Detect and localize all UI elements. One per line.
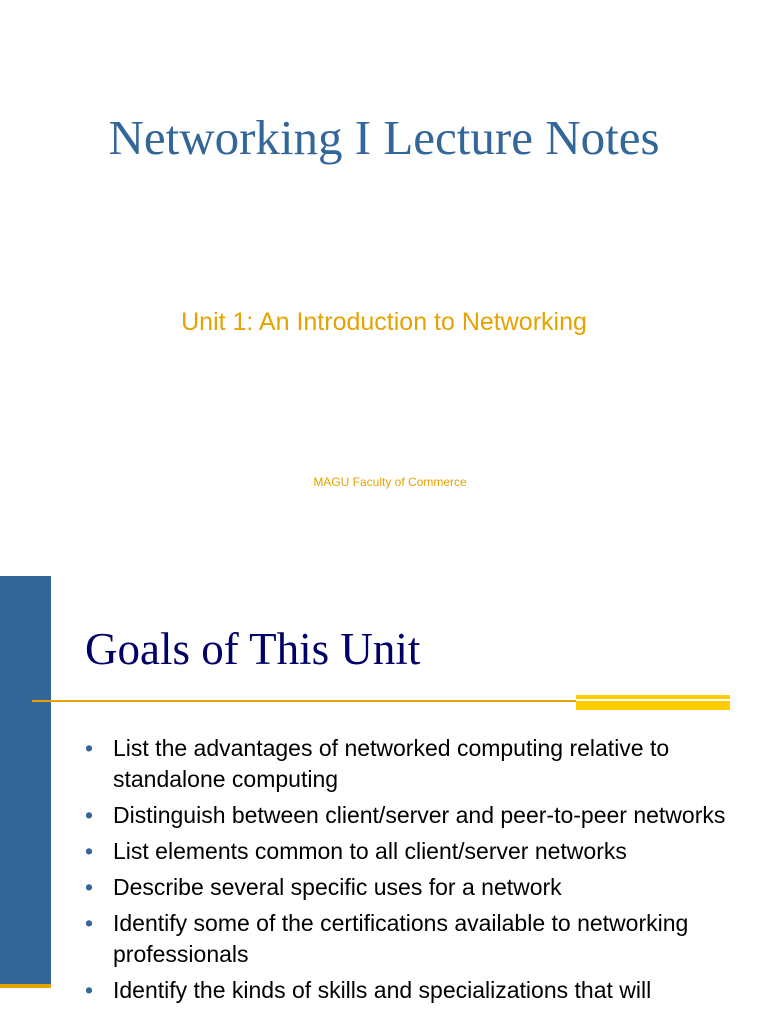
bullet-icon: •	[85, 977, 94, 1003]
list-item-text: Describe several specific uses for a network	[113, 874, 562, 900]
list-item	[85, 975, 735, 1006]
list-item-text: List the advantages of networked computing relative to standalone computing	[113, 735, 670, 792]
slide-footer: MAGU Faculty of Commerce	[313, 475, 467, 489]
goals-slide	[0, 576, 768, 1024]
list-item	[85, 836, 735, 867]
bullet-icon: •	[85, 910, 94, 936]
side-bar	[0, 576, 51, 986]
bullet-icon: •	[85, 838, 94, 864]
bullet-icon: •	[85, 874, 94, 900]
goals-title: Goals of This Unit	[85, 624, 421, 674]
side-bar-accent	[0, 984, 51, 988]
title-rule-highlight	[576, 695, 730, 710]
list-item	[85, 908, 735, 970]
list-item	[85, 733, 735, 795]
list-item-text: List elements common to all client/server networks	[113, 838, 627, 864]
list-item	[85, 800, 735, 831]
list-item-text: Distinguish between client/server and peer-to-peer networks	[113, 802, 726, 828]
slide-title: Networking I Lecture Notes	[108, 110, 660, 165]
bullet-icon: •	[85, 735, 94, 761]
slide-subtitle: Unit 1: An Introduction to Networking	[181, 308, 587, 336]
list-item-text: Identify some of the certifications available to networking professionals	[113, 910, 689, 967]
list-item	[85, 872, 735, 903]
list-item-text: Identify the kinds of skills and specializations that will	[113, 977, 652, 1003]
bullet-icon: •	[85, 802, 94, 828]
goals-list	[85, 733, 735, 1011]
